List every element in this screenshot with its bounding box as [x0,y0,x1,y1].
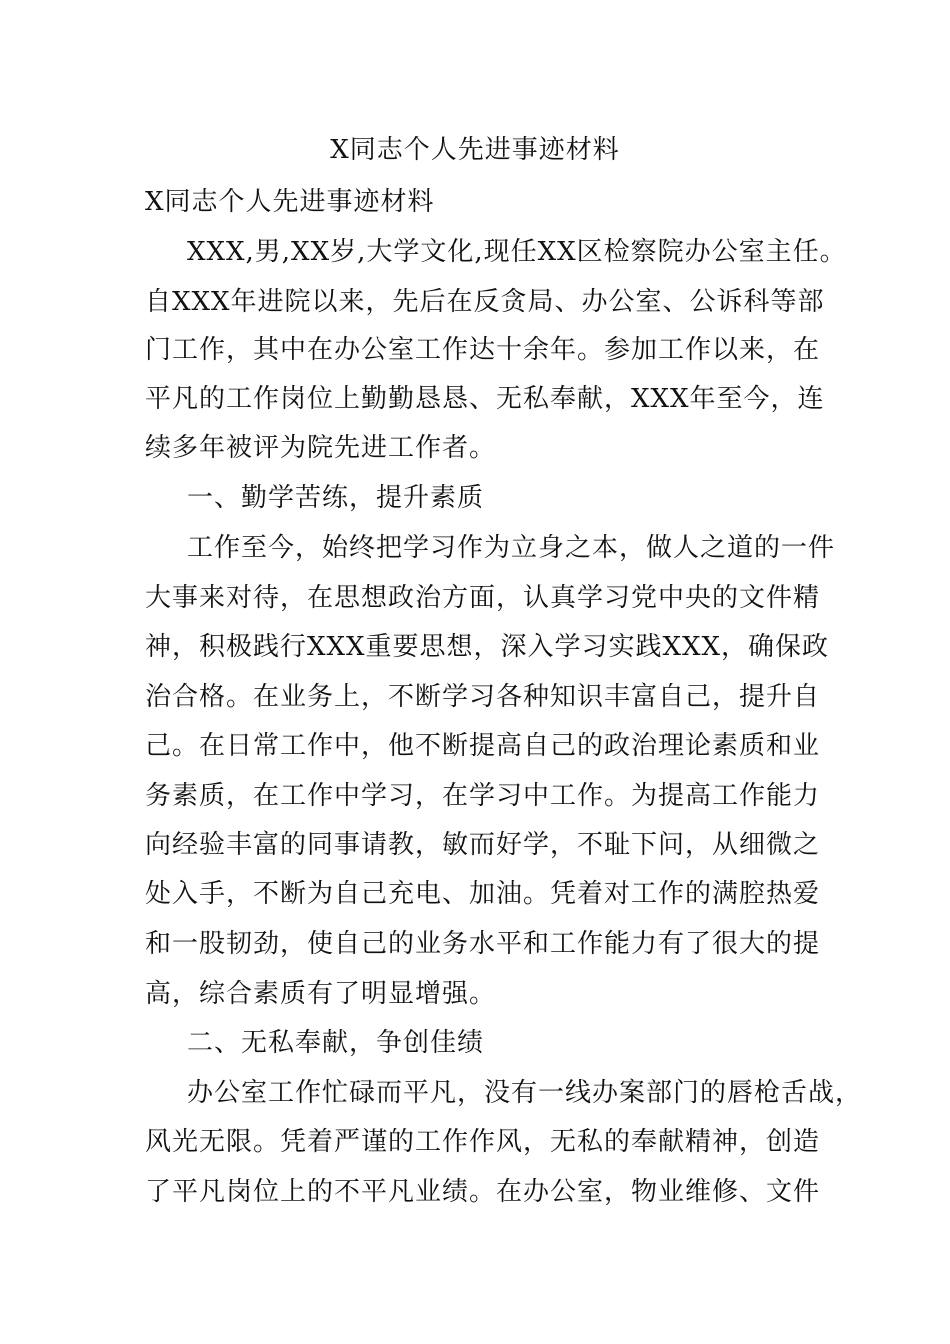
paragraph-line: 续多年被评为院先进工作者。 [145,433,497,463]
section-heading: 二、无私奉献，争创佳绩 [187,1028,485,1058]
document-subtitle: X同志个人先进事迹材料 [145,187,435,217]
paragraph-line: 自XXX年进院以来，先后在反贪局、办公室、公诉科等部 [145,287,825,317]
paragraph-line: 大事来对待，在思想政治方面，认真学习党中央的文件精 [145,583,821,613]
paragraph-line: 风光无限。凭着严谨的工作作风，无私的奉献精神，创造 [145,1127,821,1157]
paragraph-line: 了平凡岗位上的不平凡业绩。在办公室，物业维修、文件 [145,1177,821,1207]
section-heading: 一、勤学苦练，提升素质 [187,483,485,513]
paragraph-line: XXX,男,XX岁,大学文化,现任XX区检察院办公室主任。 [187,237,847,267]
paragraph-line: 门工作，其中在办公室工作达十余年。参加工作以来，在 [145,335,821,365]
paragraph-line: 己。在日常工作中，他不断提高自己的政治理论素质和业 [145,731,821,761]
paragraph-line: 治合格。在业务上，不断学习各种知识丰富自己，提升自 [145,682,821,712]
paragraph-line: 平凡的工作岗位上勤勤恳恳、无私奉献，XXX年至今，连 [145,384,825,414]
paragraph-line: 办公室工作忙碌而平凡，没有一线办案部门的唇枪舌战， [187,1078,863,1108]
paragraph-line: 和一股韧劲，使自己的业务水平和工作能力有了很大的提 [145,929,821,959]
paragraph-line: 神，积极践行XXX重要思想，深入学习实践XXX，确保政 [145,632,830,662]
paragraph-line: 向经验丰富的同事请教，敏而好学，不耻下问，从细微之 [145,830,821,860]
paragraph-line: 工作至今，始终把学习作为立身之本，做人之道的一件 [187,533,836,563]
document-title: X同志个人先进事迹材料 [330,135,620,165]
paragraph-line: 高，综合素质有了明显增强。 [145,979,497,1009]
paragraph-line: 处入手，不断为自己充电、加油。凭着对工作的满腔热爱 [145,879,821,909]
paragraph-line: 务素质，在工作中学习，在学习中工作。为提高工作能力 [145,781,821,811]
